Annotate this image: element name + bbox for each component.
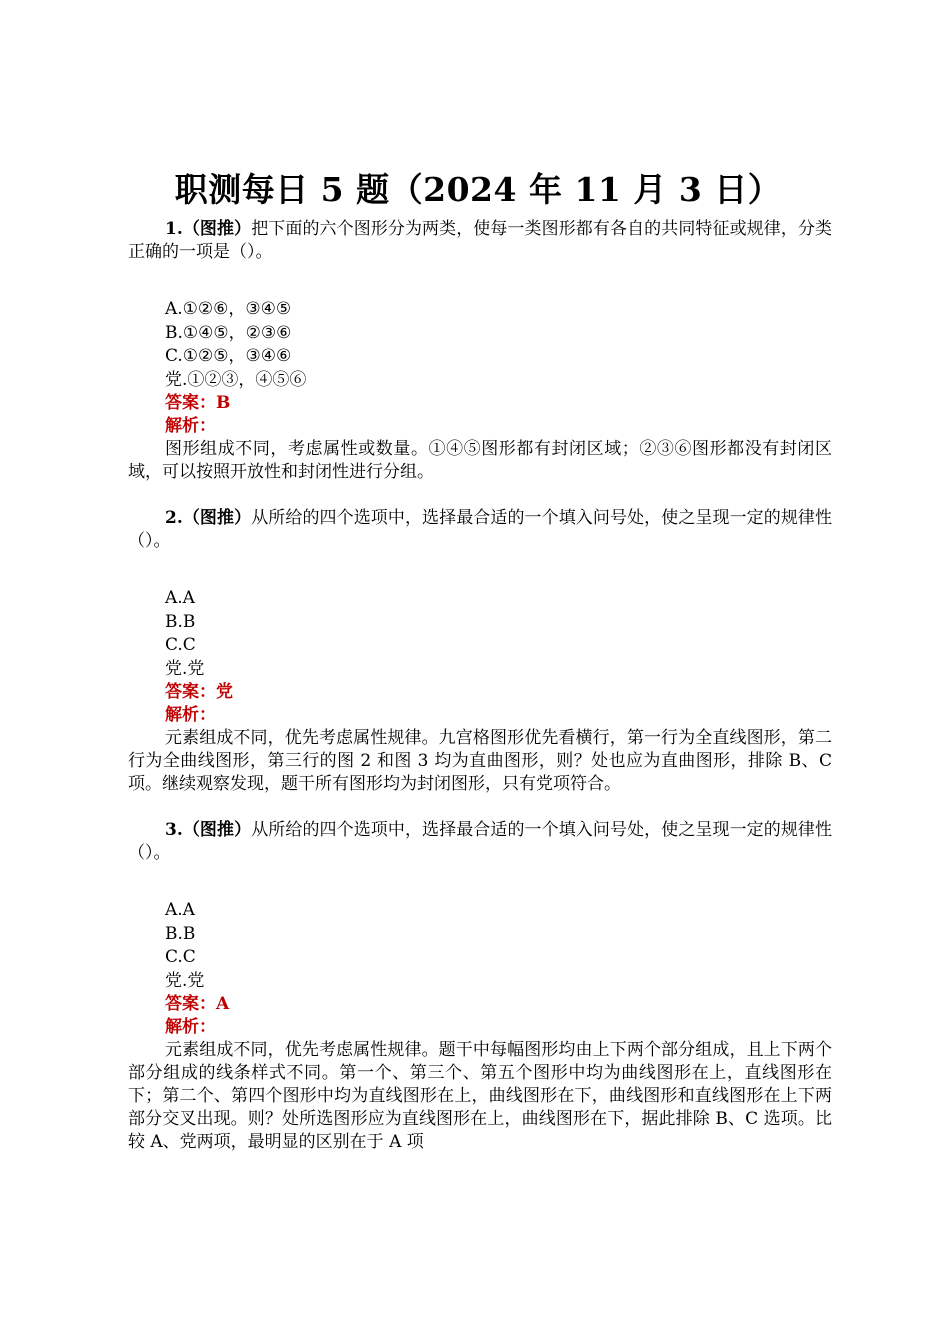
question-3 — [128, 819, 832, 1154]
question-stem — [128, 507, 832, 553]
option-a: A.A — [165, 588, 195, 608]
answer: 答案：B — [165, 393, 231, 413]
option-a: A.A — [165, 900, 195, 920]
option-c: C.C — [165, 947, 196, 967]
question-stem — [128, 819, 832, 865]
option-d: 党.党 — [165, 658, 205, 679]
option-c: C.C — [165, 635, 196, 655]
explanation: 元素组成不同，优先考虑属性规律。九宫格图形优先看横行，第一行为全直线图形，第二行为全曲线图形，第三行的图 2 和图 3 均为直曲图形，则？处也应为直曲图形，排除 B、C 项。继续观察发现，题干所有图形均为封闭图形，只有党项符合。 — [128, 728, 832, 794]
option-d: 党.①②③，④⑤⑥ — [165, 369, 307, 390]
option-c: C.①②⑤，③④⑥ — [165, 346, 292, 366]
answer: 答案：A — [165, 994, 230, 1014]
question-number: 3.（图推） — [165, 820, 252, 840]
question-2 — [128, 507, 832, 796]
option-b: B.①④⑤，②③⑥ — [165, 322, 292, 343]
option-d: 党.党 — [165, 970, 205, 991]
analysis-label: 解析： — [165, 705, 216, 725]
question-number: 1.（图推） — [165, 219, 252, 239]
question-number: 2.（图推） — [165, 508, 252, 528]
analysis-label: 解析： — [165, 416, 216, 436]
explanation: 元素组成不同，优先考虑属性规律。题干中每幅图形均由上下两个部分组成，且上下两个部分组成的线条样式不同。第一个、第三个、第五个图形中均为曲线图形在上，直线图形在下；第二个、第四个图形中均为直线图形在上，曲线图形在下，曲线图形和直线图形在上下两部分交叉出现。则？处所选图形应为直线图形在上，曲线图形在下，据此排除 B、C 选项。比较 A、党两项，最明显的区别在于 A 项 — [128, 1040, 832, 1152]
answer: 答案：党 — [165, 682, 233, 702]
document-page — [128, 168, 832, 1154]
question-text: 从所给的四个选项中，选择最合适的一个填入问号处，使之呈现一定的规律性（）。 — [128, 508, 833, 551]
explanation: 图形组成不同，考虑属性或数量。①④⑤图形都有封闭区域；②③⑥图形都没有封闭区域，可以按照开放性和封闭性进行分组。 — [128, 439, 832, 482]
page-title: 职测每日 5 题（2024 年 11 月 3 日） — [174, 170, 782, 209]
question-stem — [128, 218, 832, 264]
option-b: B.B — [165, 923, 196, 944]
question-text: 从所给的四个选项中，选择最合适的一个填入问号处，使之呈现一定的规律性（）。 — [128, 820, 833, 863]
analysis-label: 解析： — [165, 1017, 216, 1037]
question-text: 把下面的六个图形分为两类，使每一类图形都有各自的共同特征或规律，分类正确的一项是（）。 — [128, 219, 833, 262]
option-a: A.①②⑥，③④⑤ — [165, 299, 292, 319]
option-b: B.B — [165, 611, 196, 632]
question-1 — [128, 218, 832, 484]
